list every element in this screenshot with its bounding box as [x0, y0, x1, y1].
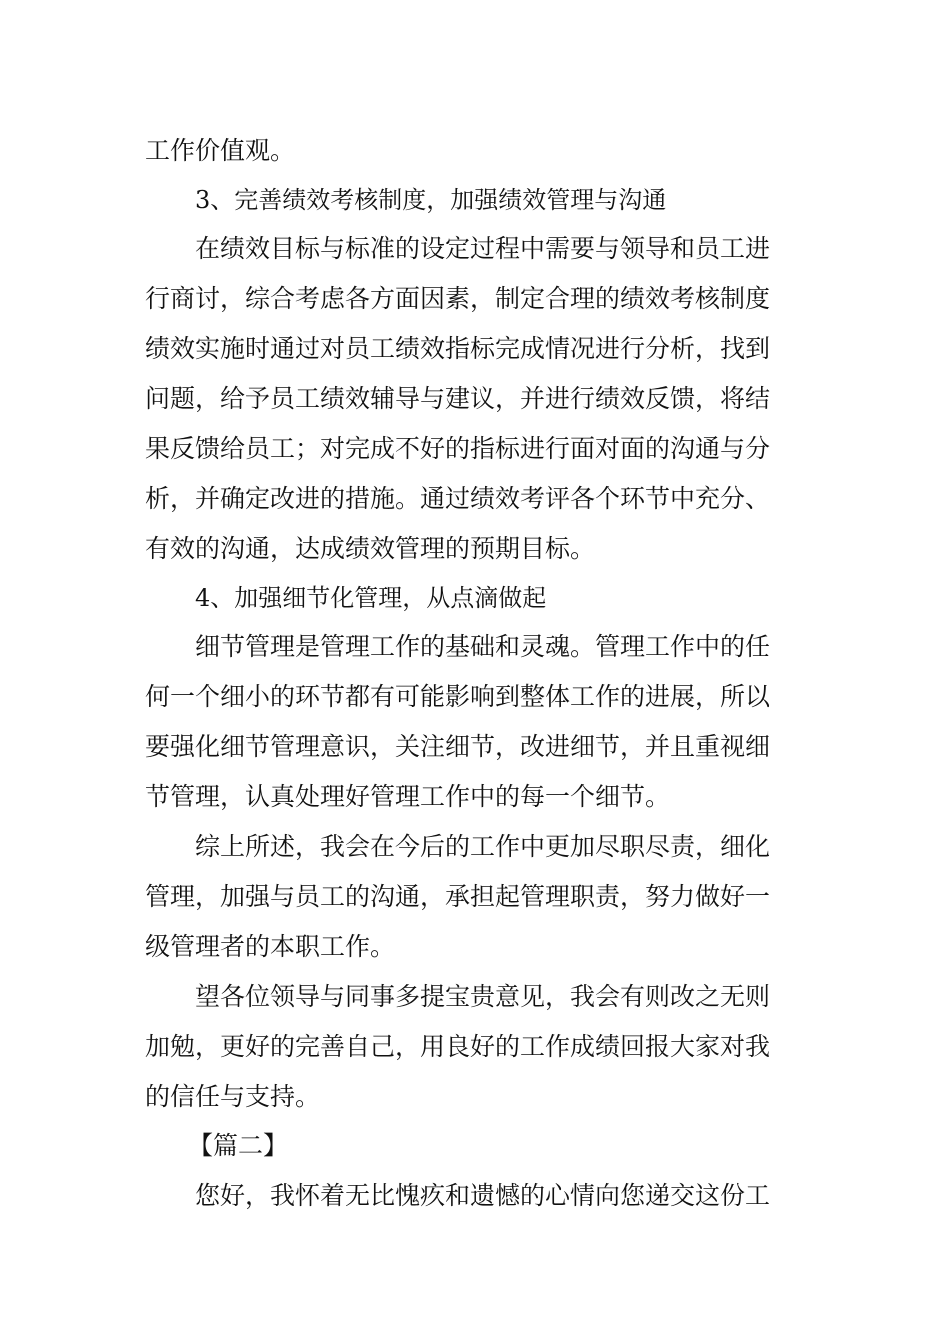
text-line: 析，并确定改进的措施。通过绩效考评各个环节中充分、: [145, 484, 771, 513]
text-line: 何一个细小的环节都有可能影响到整体工作的进展，所以: [145, 682, 771, 711]
text-line: 问题，给予员工绩效辅导与建议，并进行绩效反馈，将结: [145, 384, 771, 413]
section-title-part-two: 【篇二】: [188, 1131, 289, 1160]
section-heading-4: 4、加强细节化管理，从点滴做起: [195, 584, 547, 612]
text-line: 要强化细节管理意识，关注细节，改进细节，并且重视细: [145, 732, 771, 761]
text-line: 绩效实施时通过对员工绩效指标完成情况进行分析，找到: [145, 334, 771, 363]
text-line: 级管理者的本职工作。: [145, 932, 396, 961]
text-line: 有效的沟通，达成绩效管理的预期目标。: [145, 534, 596, 563]
text-line: 加勉，更好的完善自己，用良好的工作成绩回报大家对我: [145, 1032, 771, 1061]
text-line: 行商讨，综合考虑各方面因素，制定合理的绩效考核制度: [145, 284, 771, 313]
text-line: 望各位领导与同事多提宝贵意见，我会有则改之无则: [195, 982, 771, 1011]
text-line: 管理，加强与员工的沟通，承担起管理职责，努力做好一: [145, 882, 771, 911]
text-line: 您好，我怀着无比愧疚和遗憾的心情向您递交这份工: [195, 1181, 771, 1210]
text-line: 工作价值观。: [145, 136, 296, 165]
text-line: 节管理，认真处理好管理工作中的每一个细节。: [145, 782, 671, 811]
text-line: 的信任与支持。: [145, 1082, 321, 1111]
text-line: 细节管理是管理工作的基础和灵魂。管理工作中的任: [195, 632, 771, 661]
text-line: 果反馈给员工；对完成不好的指标进行面对面的沟通与分: [145, 434, 771, 463]
section-heading-3: 3、完善绩效考核制度，加强绩效管理与沟通: [195, 186, 667, 214]
text-line: 综上所述，我会在今后的工作中更加尽职尽责，细化: [195, 832, 771, 861]
text-line: 在绩效目标与标准的设定过程中需要与领导和员工进: [195, 234, 771, 263]
